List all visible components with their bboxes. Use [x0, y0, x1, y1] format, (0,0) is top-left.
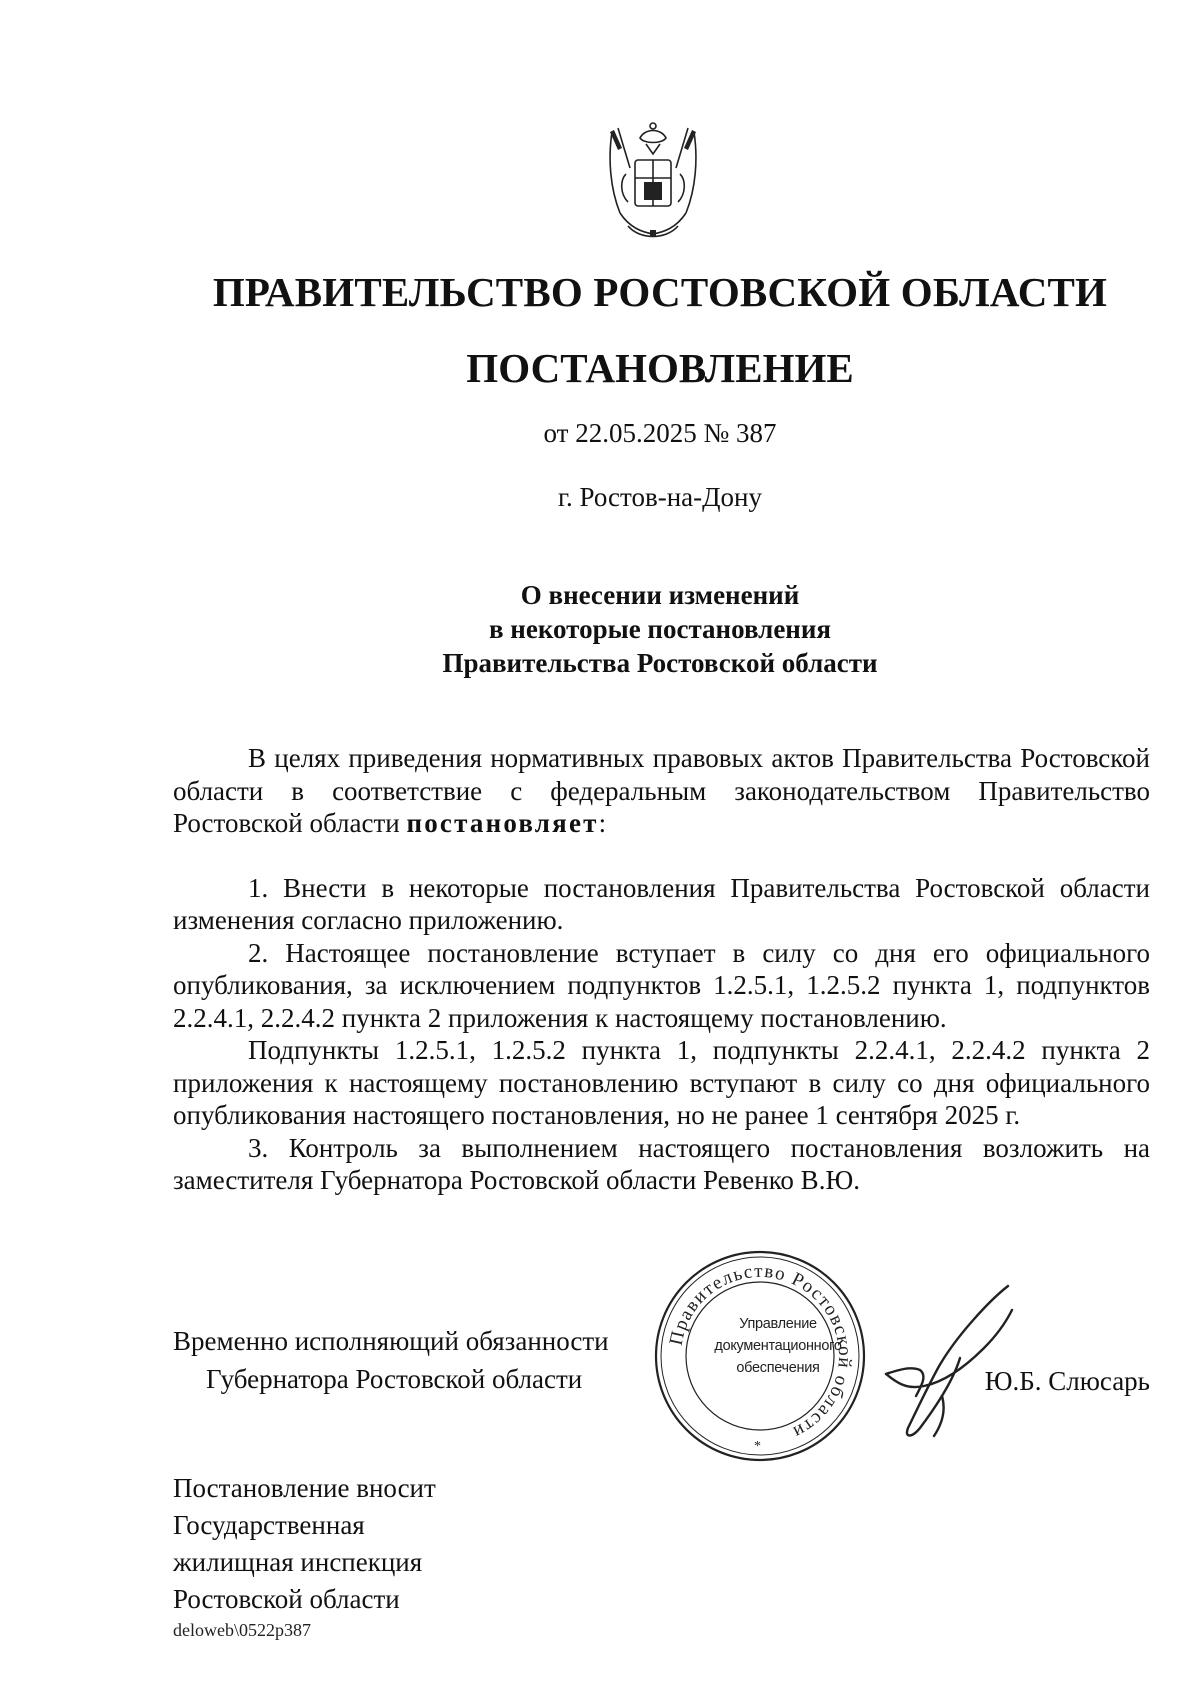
government-title: ПРАВИТЕЛЬСТВО РОСТОВСКОЙ ОБЛАСТИ — [212, 269, 1108, 315]
document-body — [173, 742, 1150, 1197]
preamble-end: : — [598, 808, 607, 838]
seal-star: * — [754, 1439, 761, 1454]
item-1: 1. Внести в некоторые постановления Правительства Ростовской области изменения согласно приложению. — [173, 872, 1150, 935]
document-date-number: от 22.05.2025 № 387 — [543, 418, 777, 448]
seal-ring-text: Правительство Ростовской области — [665, 1260, 856, 1444]
submitted-by-line: жилищная инспекция — [173, 1547, 423, 1577]
submitted-by-line: Государственная — [173, 1510, 365, 1540]
document-code: deloweb\0522p387 — [173, 1620, 311, 1640]
document-type: ПОСТАНОВЛЕНИЕ — [466, 345, 854, 391]
signatory-position — [173, 1322, 609, 1398]
submitted-by-note — [173, 1470, 436, 1618]
submitted-by-line: Постановление вносит — [173, 1473, 436, 1503]
document-subject — [0, 578, 1200, 680]
position-line: Губернатора Ростовской области — [206, 1364, 583, 1394]
handwritten-signature-icon — [880, 1278, 1020, 1443]
item-2-continuation: Подпункты 1.2.5.1, 1.2.5.2 пункта 1, подпункты 2.2.4.1, 2.2.4.2 пункта 2 приложения к настоящему постановлению вступают в силу со дня официального опубликования настоящего постановления, но не ранее 1 сентября 2025 г. — [173, 1035, 1150, 1130]
subject-line: О внесении изменений — [520, 580, 800, 610]
subject-line: в некоторые постановления — [488, 614, 832, 644]
item-2: 2. Настоящее постановление вступает в силу со дня его официального опубликования, за исключением подпунктов 1.2.5.1, 1.2.5.2 пункта 1, подпунктов 2.2.4.1, 2.2.4.2 пункта 2 приложения к настоящему постановлению. — [173, 937, 1150, 1033]
seal-center-line: Управление — [739, 1316, 817, 1332]
signatory-name: Ю.Б. Слюсарь — [984, 1366, 1150, 1396]
preamble-paragraph — [173, 742, 1150, 840]
item-3: 3. Контроль за выполнением настоящего постановления возложить на заместителя Губернатора Ростовской области Ревенко В.Ю. — [173, 1132, 1150, 1195]
subject-line: Правительства Ростовской области — [442, 648, 878, 678]
seal-center-line: документационного — [714, 1338, 842, 1354]
document-city: г. Ростов-на-Дону — [557, 482, 762, 512]
seal-center-line: обеспечения — [736, 1360, 820, 1376]
preamble-keyword: постановляет — [406, 808, 599, 838]
preamble-text: В целях приведения нормативных правовых актов Правительства Ростовской области в соответствие с федеральным законодательством Правительство Ростовской области — [173, 743, 1150, 838]
seal-center-text — [710, 1313, 846, 1379]
coat-of-arms-rostov-region-icon — [600, 118, 706, 246]
position-line: Временно исполняющий обязанности — [173, 1326, 609, 1356]
submitted-by-line: Ростовской области — [173, 1584, 400, 1614]
